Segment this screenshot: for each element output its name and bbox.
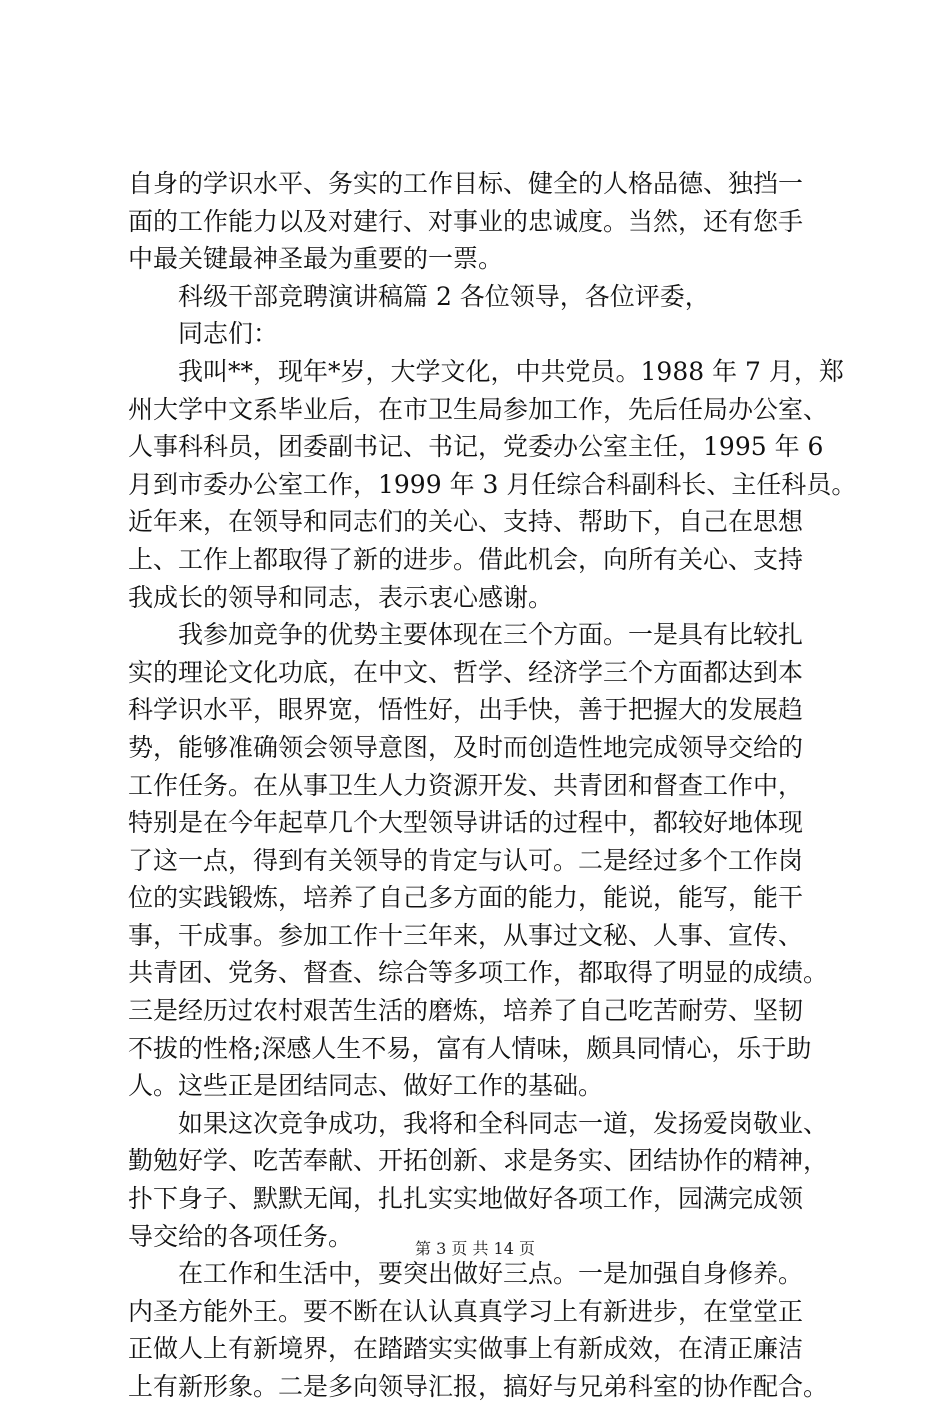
text-line: 我参加竞争的优势主要体现在三个方面。一是具有比较扎	[128, 620, 804, 650]
text-line: 位的实践锻炼，培养了自己多方面的能力，能说，能写，能干	[128, 883, 804, 913]
text-line: 我叫**，现年*岁，大学文化，中共党员。1988 年 7 月，郑	[128, 356, 844, 386]
text-line: 人事科科员，团委副书记、书记，党委办公室主任，1995 年 6	[128, 432, 824, 462]
text-line: 人。这些正是团结同志、做好工作的基础。	[128, 1071, 604, 1101]
text-line: 导交给的各项任务。	[128, 1221, 354, 1251]
text-line: 自身的学识水平、务实的工作目标、健全的人格品德、独挡一	[128, 169, 804, 198]
text-line: 三是经历过农村艰苦生活的磨炼，培养了自己吃苦耐劳、坚韧	[128, 996, 804, 1026]
text-line: 实的理论文化功底，在中文、哲学、经济学三个方面都达到本	[128, 657, 804, 687]
text-line: 特别是在今年起草几个大型领导讲话的过程中，都较好地体现	[128, 808, 804, 838]
text-line: 上、工作上都取得了新的进步。借此机会，向所有关心、支持	[128, 544, 804, 574]
text-line: 共青团、党务、督查、综合等多项工作，都取得了明显的成绩。	[128, 958, 829, 988]
text-line: 上有新形象。二是多向领导汇报，搞好与兄弟科室的协作配合。	[128, 1372, 829, 1401]
text-line: 势，能够准确领会领导意图，及时而创造性地完成领导交给的	[128, 732, 804, 762]
document-body	[128, 165, 857, 1406]
text-line: 科学识水平，眼界宽，悟性好，出手快，善于把握大的发展趋	[128, 695, 804, 725]
text-line: 内圣方能外王。要不断在认认真真学习上有新进步，在堂堂正	[128, 1296, 804, 1326]
text-line: 面的工作能力以及对建行、对事业的忠诚度。当然，还有您手	[128, 206, 804, 236]
page-number-footer: 第 3 页 共 14 页	[415, 1239, 535, 1258]
section-heading-line: 科级干部竞聘演讲稿篇 2 各位领导，各位评委，	[128, 281, 710, 311]
text-line: 了这一点，得到有关领导的肯定与认可。二是经过多个工作岗	[128, 845, 804, 875]
text-line: 不拔的性格;深感人生不易，富有人情味，颇具同情心，乐于助	[128, 1033, 812, 1063]
text-line: 工作任务。在从事卫生人力资源开发、共青团和督查工作中，	[128, 770, 804, 800]
text-line: 扑下身子、默默无闻，扎扎实实地做好各项工作，园满完成领	[128, 1184, 804, 1214]
text-line: 中最关键最神圣最为重要的一票。	[128, 244, 504, 274]
text-line: 正做人上有新境界，在踏踏实实做事上有新成效，在清正廉洁	[128, 1334, 804, 1364]
text-line: 在工作和生活中，要突出做好三点。一是加强自身修养。	[128, 1259, 804, 1289]
text-line: 月到市委办公室工作，1999 年 3 月任综合科副科长、主任科员。	[128, 469, 857, 499]
text-line: 州大学中文系毕业后，在市卫生局参加工作，先后任局办公室、	[128, 394, 829, 424]
text-line: 近年来，在领导和同志们的关心、支持、帮助下，自己在思想	[128, 507, 804, 537]
text-line: 勤勉好学、吃苦奉献、开拓创新、求是务实、团结协作的精神，	[128, 1146, 829, 1176]
text-line: 我成长的领导和同志，表示衷心感谢。	[128, 582, 554, 612]
text-line: 如果这次竞争成功，我将和全科同志一道，发扬爱岗敬业、	[128, 1108, 829, 1138]
salutation-line: 同志们：	[128, 319, 279, 349]
text-line: 事，干成事。参加工作十三年来，从事过文秘、人事、宣传、	[128, 920, 804, 950]
